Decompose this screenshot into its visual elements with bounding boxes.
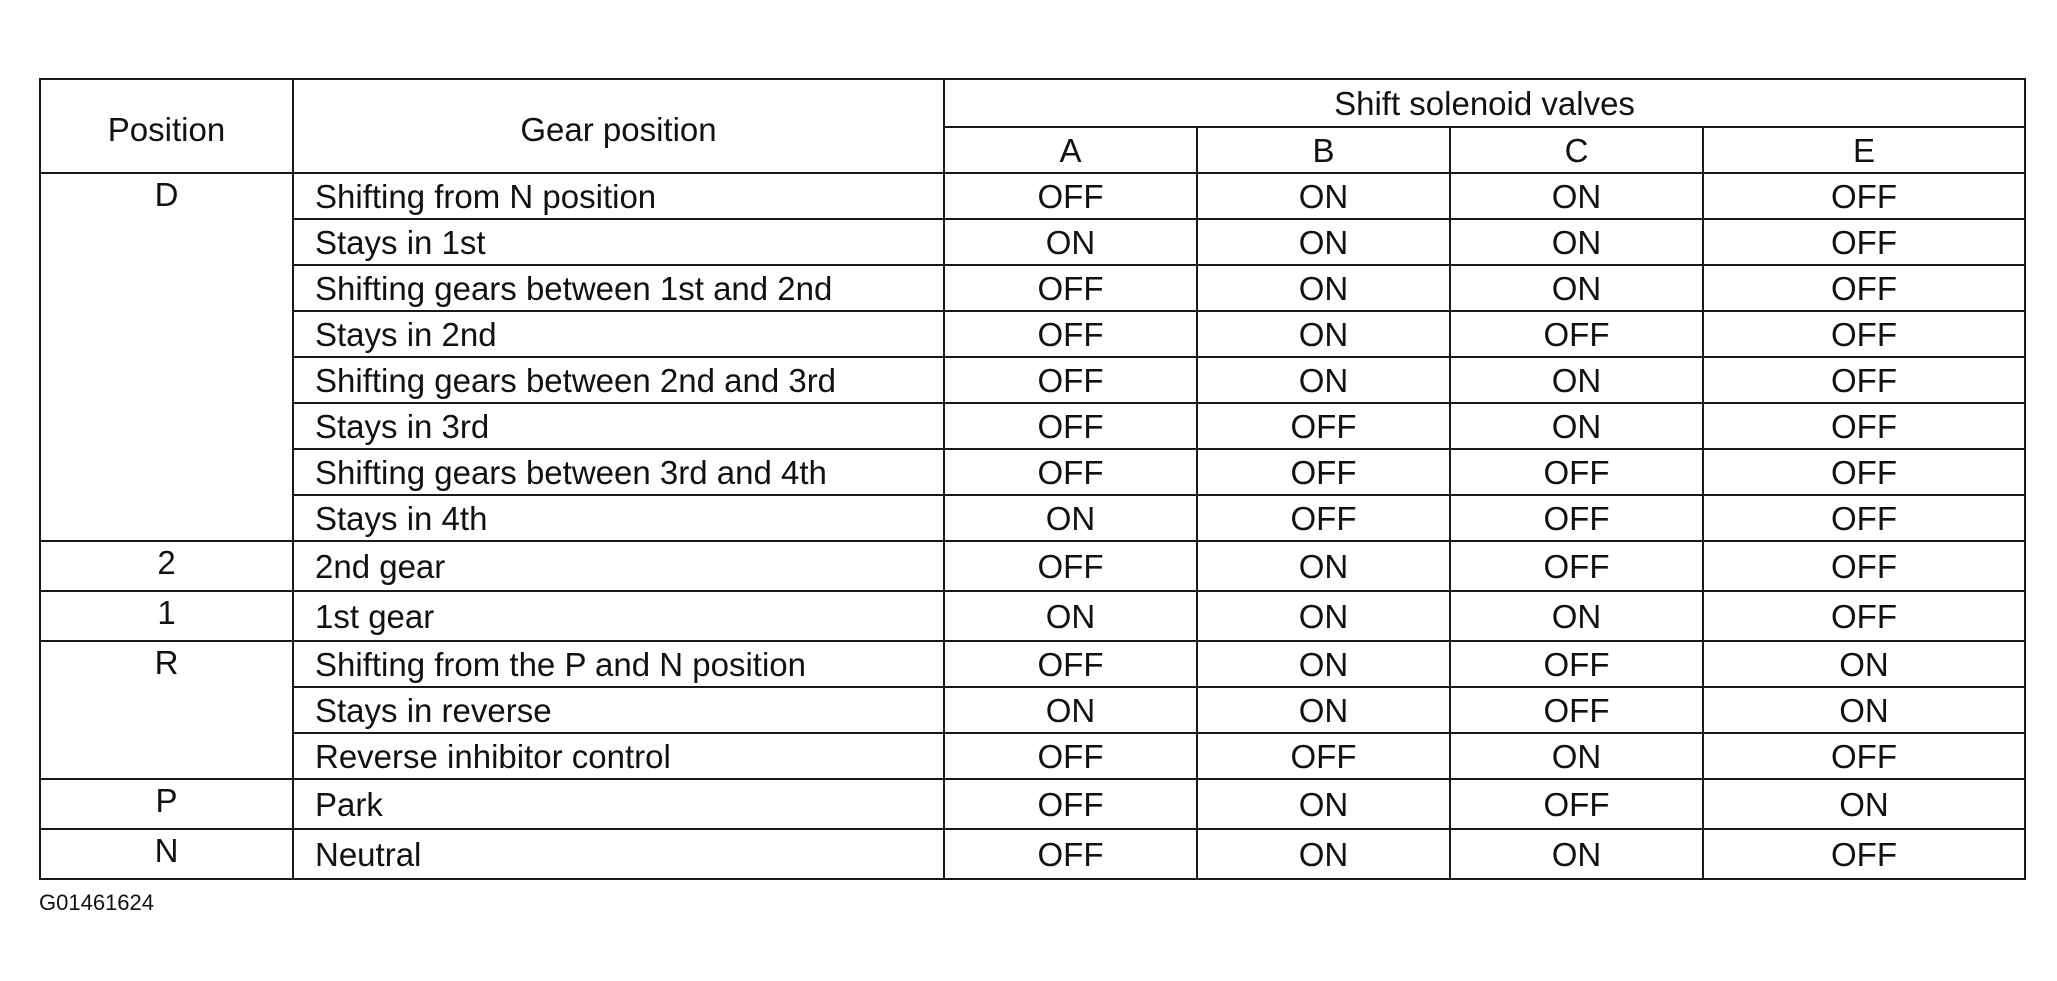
position-cell: D <box>40 173 293 541</box>
valve-c-state-cell: OFF <box>1450 779 1703 829</box>
table-row <box>40 591 2025 641</box>
valve-c-state-cell: OFF <box>1450 495 1703 541</box>
valve-a-state-cell: OFF <box>944 265 1197 311</box>
valve-e-state-cell: ON <box>1703 687 2025 733</box>
valve-a-state-cell: OFF <box>944 403 1197 449</box>
gear-position-cell: Shifting gears between 2nd and 3rd <box>293 357 944 403</box>
valve-a-state-cell: ON <box>944 495 1197 541</box>
table-row <box>40 641 2025 687</box>
valve-e-state-cell: OFF <box>1703 219 2025 265</box>
valve-c-state-cell: OFF <box>1450 311 1703 357</box>
valve-b-state-cell: ON <box>1197 541 1450 591</box>
table-row <box>40 265 2025 311</box>
valve-e-state-cell: OFF <box>1703 357 2025 403</box>
gear-position-cell: Neutral <box>293 829 944 879</box>
valve-a-state-cell: ON <box>944 591 1197 641</box>
shift-solenoid-valves-header: Shift solenoid valves <box>944 79 2025 127</box>
table-row <box>40 541 2025 591</box>
table-row <box>40 449 2025 495</box>
gear-position-cell: Park <box>293 779 944 829</box>
gear-position-column-header: Gear position <box>293 79 944 173</box>
table-row <box>40 311 2025 357</box>
valve-a-state-cell: ON <box>944 219 1197 265</box>
valve-b-state-cell: OFF <box>1197 403 1450 449</box>
valve-e-state-cell: OFF <box>1703 541 2025 591</box>
table-row <box>40 173 2025 219</box>
gear-position-cell: Shifting gears between 1st and 2nd <box>293 265 944 311</box>
valve-a-header: A <box>944 127 1197 173</box>
valve-b-state-cell: ON <box>1197 265 1450 311</box>
valve-c-state-cell: OFF <box>1450 541 1703 591</box>
valve-b-state-cell: ON <box>1197 779 1450 829</box>
valve-a-state-cell: OFF <box>944 733 1197 779</box>
valve-e-state-cell: OFF <box>1703 495 2025 541</box>
valve-a-state-cell: OFF <box>944 541 1197 591</box>
valve-b-state-cell: OFF <box>1197 449 1450 495</box>
gear-position-cell: Stays in 2nd <box>293 311 944 357</box>
valve-e-state-cell: OFF <box>1703 829 2025 879</box>
gear-position-cell: Shifting from N position <box>293 173 944 219</box>
valve-b-state-cell: ON <box>1197 173 1450 219</box>
position-cell: R <box>40 641 293 779</box>
valve-b-header: B <box>1197 127 1450 173</box>
table-row <box>40 829 2025 879</box>
position-cell: 2 <box>40 541 293 591</box>
valve-b-state-cell: ON <box>1197 357 1450 403</box>
table-header <box>40 79 2025 173</box>
valve-b-state-cell: ON <box>1197 311 1450 357</box>
valve-e-state-cell: ON <box>1703 641 2025 687</box>
valve-a-state-cell: OFF <box>944 357 1197 403</box>
valve-c-state-cell: ON <box>1450 591 1703 641</box>
valve-e-state-cell: OFF <box>1703 403 2025 449</box>
valve-a-state-cell: OFF <box>944 641 1197 687</box>
gear-position-cell: Shifting from the P and N position <box>293 641 944 687</box>
solenoid-valve-table <box>39 78 2026 880</box>
valve-b-state-cell: OFF <box>1197 495 1450 541</box>
valve-c-state-cell: OFF <box>1450 449 1703 495</box>
valve-c-state-cell: ON <box>1450 733 1703 779</box>
gear-position-cell: Stays in 1st <box>293 219 944 265</box>
valve-b-state-cell: ON <box>1197 687 1450 733</box>
table-row <box>40 357 2025 403</box>
valve-c-state-cell: ON <box>1450 829 1703 879</box>
valve-c-header: C <box>1450 127 1703 173</box>
position-cell: 1 <box>40 591 293 641</box>
valve-b-state-cell: ON <box>1197 219 1450 265</box>
valve-a-state-cell: OFF <box>944 311 1197 357</box>
valve-c-state-cell: OFF <box>1450 687 1703 733</box>
position-cell: N <box>40 829 293 879</box>
valve-c-state-cell: ON <box>1450 219 1703 265</box>
valve-c-state-cell: ON <box>1450 357 1703 403</box>
valve-e-state-cell: ON <box>1703 779 2025 829</box>
valve-a-state-cell: OFF <box>944 173 1197 219</box>
valve-b-state-cell: OFF <box>1197 733 1450 779</box>
valve-c-state-cell: ON <box>1450 403 1703 449</box>
valve-e-state-cell: OFF <box>1703 733 2025 779</box>
gear-position-cell: Shifting gears between 3rd and 4th <box>293 449 944 495</box>
valve-a-state-cell: OFF <box>944 779 1197 829</box>
table-row <box>40 687 2025 733</box>
gear-position-cell: Reverse inhibitor control <box>293 733 944 779</box>
valve-a-state-cell: OFF <box>944 449 1197 495</box>
position-column-header: Position <box>40 79 293 173</box>
valve-e-state-cell: OFF <box>1703 173 2025 219</box>
valve-e-state-cell: OFF <box>1703 265 2025 311</box>
valve-e-state-cell: OFF <box>1703 311 2025 357</box>
valve-a-state-cell: ON <box>944 687 1197 733</box>
table-row <box>40 219 2025 265</box>
valve-a-state-cell: OFF <box>944 829 1197 879</box>
valve-b-state-cell: ON <box>1197 829 1450 879</box>
table-row <box>40 403 2025 449</box>
valve-c-state-cell: ON <box>1450 265 1703 311</box>
table-body <box>40 173 2025 879</box>
gear-position-cell: Stays in reverse <box>293 687 944 733</box>
valve-e-state-cell: OFF <box>1703 591 2025 641</box>
valve-e-state-cell: OFF <box>1703 449 2025 495</box>
gear-position-cell: Stays in 4th <box>293 495 944 541</box>
valve-b-state-cell: ON <box>1197 591 1450 641</box>
valve-e-header: E <box>1703 127 2025 173</box>
valve-c-state-cell: OFF <box>1450 641 1703 687</box>
gear-position-cell: 2nd gear <box>293 541 944 591</box>
table-row <box>40 495 2025 541</box>
position-cell: P <box>40 779 293 829</box>
figure-code: G01461624 <box>39 890 154 915</box>
valve-c-state-cell: ON <box>1450 173 1703 219</box>
valve-b-state-cell: ON <box>1197 641 1450 687</box>
gear-position-cell: 1st gear <box>293 591 944 641</box>
table-row <box>40 779 2025 829</box>
gear-position-cell: Stays in 3rd <box>293 403 944 449</box>
table-row <box>40 733 2025 779</box>
